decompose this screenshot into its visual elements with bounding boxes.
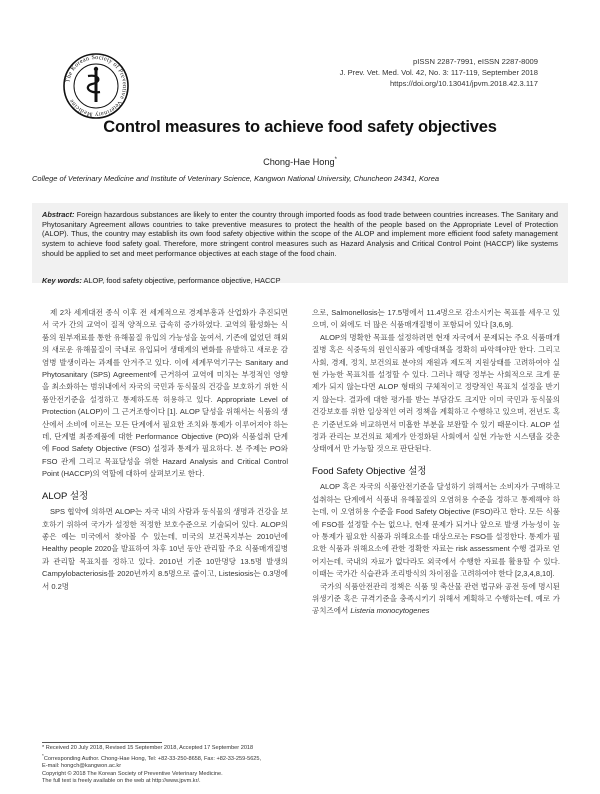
email[interactable]: E-mail: hongch@kangwon.ac.kr <box>42 763 122 770</box>
article-title: Control measures to achieve food safety objectives <box>103 118 497 136</box>
section-heading-fso: Food Safety Objective 설정 <box>312 465 427 477</box>
footnotes <box>42 745 292 785</box>
corresponding-author <box>42 752 292 763</box>
journal-meta <box>340 56 538 89</box>
journal-logo <box>62 52 130 120</box>
section-heading-alop: ALOP 설정 <box>42 490 89 502</box>
corresponding-mark: * <box>334 157 337 163</box>
fulltext-note: The full text is freely available on the web at http://www.jpvm.kr/. <box>42 778 201 785</box>
copyright: Copyright © 2018 The Korean Society of Preventive Veterinary Medicine. <box>42 770 223 777</box>
citation: J. Prev. Vet. Med. Vol. 42, No. 3: 117-119, September 2018 <box>339 68 538 77</box>
right-column <box>312 307 560 618</box>
keywords-text: ALOP, food safety objective, performance objective, HACCP <box>83 276 281 285</box>
doi-link[interactable]: https://doi.org/10.13041/jpvm.2018.42.3.117 <box>389 79 538 88</box>
author-line <box>0 157 600 167</box>
fso-paragraph: ALOP 혹은 자국의 식품안전기준을 달성하기 위해서는 소비자가 구매하고 섭취하는 단계에서 식품내 유해물질의 오염허용 수준을 정하고 통제해야 하는데, 이 오염허용 수준을 Food Safety Objective (FSO)라고 한다. 모든 식품에 FSO를 설정할 수는 없으나, 현재 문제가 되거나 앞으로 발생 가능성이 높아 통제가 필요한 식품과 위해요소를 대상으로는 FSO를 설정한다. 통제가 필요한 식품과 위해요소에 관한 정확한 자료는 risk assessment 수행 결과로 얻어지는데, 국내의 자료가 없다라도 외국에서 수행한 자료를 활용할 수 있다. 이때는 국가간 식습관과 조리방식의 차이점을 고려하여야 한다 [2,3,4,8,10]. <box>312 482 560 579</box>
left-column <box>42 307 288 593</box>
received-dates: * Received 20 July 2018, Revised 15 September 2018, Accepted 17 September 2018 <box>42 745 254 751</box>
alop-paragraph: SPS 협약에 의하면 ALOP는 자국 내의 사람과 동식물의 생명과 건강을 보호하기 위하여 국가가 설정한 적정한 보호수준으로 기술되어 있다. ALOP의 좋은 예는 미국에서 찾아볼 수 있는데, 미국의 보건복지부는 2010년에 Healthy people 2020을 발표하여 차후 10년 동안 관리할 주요 식품매개질병과 관리할 목표치를 정하고 있다. 2010년 기준 10만명당 13.5명 발생의 Campylobacteriosis를 2020년까지 8.5명으로 줄이고, Listesiosis는 0.3명에서 0.2명 <box>42 507 288 591</box>
alop-paragraph-continued: 으로, Salmonellosis는 17.5명에서 11.4명으로 감소시키는 목표를 세우고 있으며, 이 외에도 더 많은 식품매개질병이 포함되어 있다 [3,6,9]. <box>312 308 560 330</box>
society-seal-icon <box>62 52 130 120</box>
keywords <box>42 276 562 285</box>
issn: pISSN 2287-7991, eISSN 2287-8009 <box>413 57 538 66</box>
intro-paragraph: 제 2차 세계대전 종식 이후 전 세계적으로 경제부흥과 산업화가 추진되면서 국가 간의 교역이 질적 양적으로 급속히 증가하였다. 교역의 활성화는 식품의 원부재료를 통한 유해물질 유입의 가능성을 높여서, 기존에 없었던 해외의 새로운 유해물질이 국내로 유입되어 생태계의 변화를 유발하고 새로운 감염병 발생이라는 과제를 안겨주고 있다. 이에 세계무역기구는 Sanitary and Phytosanitary (SPS) Agreement에 근거하여 교역에 미치는 부정적인 영향을 최소화하는 범위내에서 자국의 국민과 동식물의 건강을 보호하기 위한 식품안전기준을 설정하고 통제하도록 허용하고 있다. Appropriate Level of Protection (ALOP)이 그 근거조항이다 [1]. ALOP 달성을 위해서는 식품의 생산에서 소비에 이르는 모든 단계에서 필요한 조치와 통제가 이루어져야 하는데, 단계별 최종제품에 대한 Performance Objective (PO)와 식품섭취 단계에 Food Safety Objective (FSO) 설정과 통제가 필요하다. 본 주제는 PO와 FSO 관계 그리고 목표달성을 위한 Hazard Analysis and Critical Control Point (HACCP)의 역할에 대하여 살펴보기로 한다. <box>42 308 288 479</box>
abstract-text: Foreign hazardous substances are likely to enter the country through imported foods as food trade between countries increases. The Sanitary and Phytosanitary Agreement allows countries to take preventive measures to protect the health of the people based on the Appropriate Level of Protection (ALOP). Thus, the country may establish its own food safety objective within the scope of the ALOP and implement more efficient food safety management system to achieve food safety goal. Therefore, more stringent control measures such as Hazard Analysis and Critical Control Point (HACCP) like systems should be applied to set and meet performance objectives at each stage of the food chain. <box>42 210 558 258</box>
corresponding-author-text: Corresponding Author. Chong-Hae Hong, Tel: +82-33-250-8658, Fax: +82-33-259-5625, <box>43 756 262 763</box>
author-name: Chong-Hae Hong <box>263 157 335 168</box>
abstract <box>42 210 558 259</box>
keywords-label: Key words: <box>42 276 82 285</box>
alop-paragraph-2: ALOP의 명확한 목표를 설정하려면 현재 자국에서 문제되는 주요 식품매개질병 혹은 식중독의 원인식품과 예방대책을 정확히 파악해야만 한다. 그리고 사회, 경제, 정치, 보건의료 분야의 재원과 제도적 지원상태를 고려하여야 실현 가능한 목표치를 설정할 수 있다. 그러나 해당 정부는 사회적으로 크게 문제가 되지 않는다면 ALOP 형태의 구체적이고 정량적인 목표치 설정을 반기지 않는다. 결과에 대한 평가를 받는 부담감도 크지만 이미 국민과 동식물의 건강보호를 위한 일상적인 여러 정책을 계획하고 수행하고 있으며, 전년도 혹은 기준년도와 비교하면서 미흡한 부분을 보완할 수 있기 때문이다. ALOP 설정과 관리는 보건의료 체계가 안정화된 사회에서 실현 가능한 시스템을 갖춘 상태에서 만 가능할 것으로 판단된다. <box>312 332 560 454</box>
fso-paragraph-2 <box>312 581 560 618</box>
corresponding-footnote-mark: * <box>42 753 44 759</box>
abstract-label: Abstract: <box>42 210 75 219</box>
affiliation: College of Veterinary Medicine and Institute of Veterinary Science, Kangwon National University, Chuncheon 24341, Korea <box>32 174 440 183</box>
abstract-box <box>32 203 568 283</box>
species-name: Listeria monocytogenes <box>350 606 430 616</box>
fso-paragraph-2-text: 국가의 식품안전관리 정책은 식품 및 축산물 관련 법규와 공전 등에 명시된 위생기준 혹은 규격기준을 충족시키기 위해서 계획하고 수행하는데, 예로 가공치즈에서 <box>312 581 560 616</box>
svg-text:The Korean Society of Preventi: The Korean Society of Preventive Veterinary Medicine <box>64 53 129 119</box>
footnote-rule <box>42 742 162 743</box>
